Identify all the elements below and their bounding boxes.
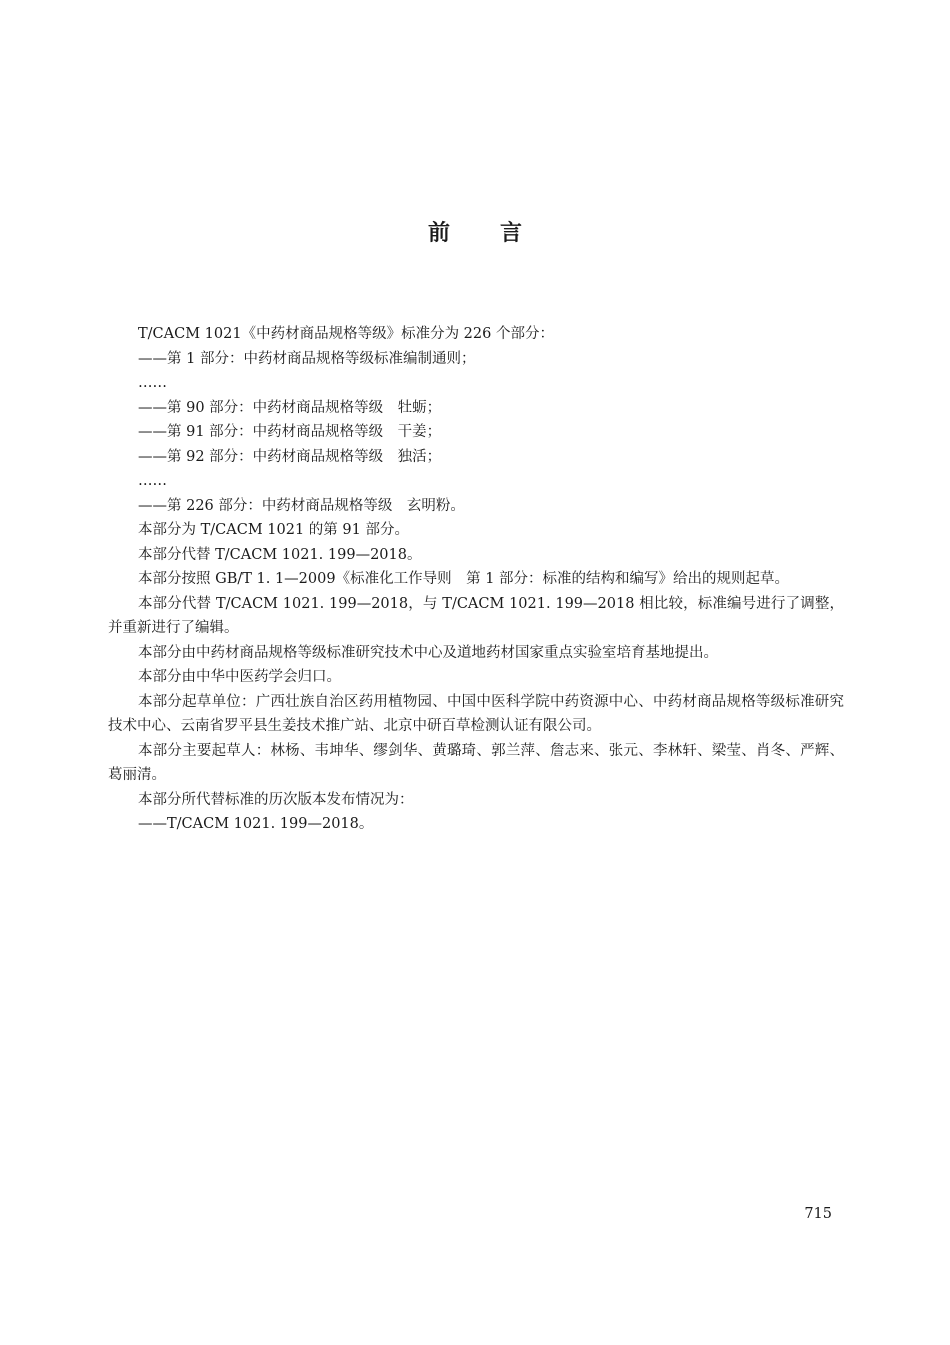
paragraph: 本部分按照 GB/T 1. 1—2009《标准化工作导则 第 1 部分：标准的结构和编写》给出的规则起草。 (138, 571, 790, 587)
paragraph: 本部分代替 T/CACM 1021. 199—2018，与 T/CACM 1021. 199—2018 相比较，标准编号进行了调整，并重新进行了编辑。 (108, 595, 844, 636)
paragraph: ——第 1 部分：中药材商品规格等级标准编制通则； (138, 350, 476, 367)
page-number: 715 (804, 1206, 832, 1222)
paragraph: ——第 92 部分：中药材商品规格等级 独活； (138, 448, 442, 465)
paragraph: ——第 91 部分：中药材商品规格等级 干姜； (138, 424, 442, 440)
paragraph: 本部分为 T/CACM 1021 的第 91 部分。 (138, 522, 409, 538)
paragraph: ——第 226 部分：中药材商品规格等级 玄明粉。 (138, 497, 465, 514)
paragraph: 本部分代替 T/CACM 1021. 199—2018。 (138, 546, 422, 563)
paragraph: …… (138, 375, 167, 391)
title-char-1: 前 (427, 221, 450, 246)
title-char-2: 言 (500, 221, 523, 246)
paragraph: 本部分所代替标准的历次版本发布情况为： (138, 791, 414, 808)
paragraph: T/CACM 1021《中药材商品规格等级》标准分为 226 个部分： (138, 326, 554, 342)
foreword-body (108, 322, 844, 837)
page-title (0, 218, 950, 250)
paragraph: ——T/CACM 1021. 199—2018。 (138, 816, 374, 832)
paragraph: 本部分由中华中医药学会归口。 (138, 669, 341, 685)
paragraph: 本部分主要起草人：林杨、韦坤华、缪剑华、黄璐琦、郭兰萍、詹志来、张元、李林轩、梁莹、肖冬、严辉、葛丽清。 (108, 742, 844, 783)
paragraph: …… (138, 473, 167, 489)
paragraph: 本部分由中药材商品规格等级标准研究技术中心及道地药材国家重点实验室培育基地提出。 (138, 644, 718, 661)
paragraph: 本部分起草单位：广西壮族自治区药用植物园、中国中医科学院中药资源中心、中药材商品规格等级标准研究技术中心、云南省罗平县生姜技术推广站、北京中研百草检测认证有限公司。 (108, 693, 844, 734)
paragraph: ——第 90 部分：中药材商品规格等级 牡蛎； (138, 399, 442, 416)
